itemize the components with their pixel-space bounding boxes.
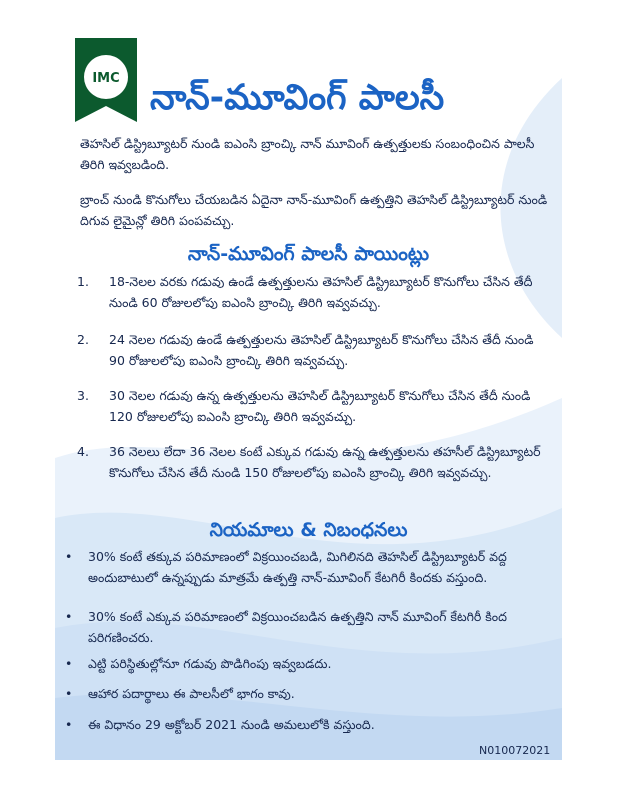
bullet-icon: •	[65, 656, 73, 671]
bullet-icon: •	[65, 717, 73, 732]
point-text: 24 నెలల గడువు ఉండే ఉత్పత్తులను తెహసిల్ డిస్ట్రిబ్యూటర్ కొనుగోలు చేసిన తేదీ నుండి 90 రోజులలోపు ఐఎంసి బ్రాంచ్కి తిరిగి ఇవ్వవచ్చు.	[109, 332, 534, 368]
point-number: 2.	[77, 332, 89, 347]
term-text: ఆహార పదార్థాలు ఈ పాలసీలో భాగం కావు.	[88, 686, 295, 701]
point-text: 18-నెలల వరకు గడువు ఉండే ఉత్పత్తులను తెహసిల్ డిస్ట్రిబ్యూటర్ కొనుగోలు చేసిన తేదీ నుండి 60 రోజులలోపు ఐఎంసి బ్రాంచ్కి తిరిగి ఇవ్వవచ్చు.	[109, 274, 533, 310]
term-text: 30% కంటే తక్కువ పరిమాణంలో విక్రయించబడి, మిగిలినది తెహసిల్ డిస్ట్రిబ్యూటర్ వద్ద అందుబాటులో ఉన్నప్పుడు మాత్రమే ఉత్పత్తి నాన్-మూవింగ్ కేటగిరీ కిందకు వస్తుంది.	[88, 549, 507, 585]
logo-text: IMC	[92, 71, 120, 86]
intro-paragraph-2: బ్రాంచ్ నుండి కొనుగోలు చేయబడిన ఏదైనా నాన్-మూవింగ్ ఉత్పత్తిని తెహసిల్ డిస్ట్రిబ్యూటర్ నుండి దిగువ లైమైన్లో తిరిగి పంపవచ్చు.	[80, 192, 548, 228]
term-text: 30% కంటే ఎక్కువ పరిమాణంలో విక్రయించబడిన ఉత్పత్తిని నాన్ మూవింగ్ కేటగిరీ కింద పరిగణించరు.	[88, 609, 507, 645]
term-text: ఈ విధానం 29 అక్టోబర్ 2021 నుండి అమలులోకి వస్తుంది.	[88, 717, 375, 732]
points-heading: నాన్-మూవింగ్ పాలసీ పాయింట్లు	[187, 243, 430, 265]
point-number: 4.	[77, 444, 89, 459]
term-text: ఎట్టి పరిస్థితుల్లోనూ గడువు పొడిగింపు ఇవ్వబడదు.	[88, 656, 332, 671]
document-code: N010072021	[479, 744, 551, 757]
intro-paragraph-1: తెహసిల్ డిస్ట్రిబ్యూటర్ నుండి ఐఎంసి బ్రాంచ్కి నాన్ మూవింగ్ ఉత్పత్తులకు సంబంధించిన పాలసీ తిరిగి ఇవ్వబడింది.	[80, 136, 535, 172]
policy-page	[55, 38, 562, 760]
imc-logo	[75, 38, 137, 122]
point-text: 30 నెలల గడువు ఉన్న ఉత్పత్తులను తెహసిల్ డిస్ట్రిబ్యూటర్ కొనుగోలు చేసిన తేదీ నుండి 120 రోజులలోపు ఐఎంసి బ్రాంచ్కి తిరిగి ఇవ్వవచ్చు.	[109, 388, 531, 424]
point-number: 1.	[77, 274, 89, 289]
page-title: నాన్-మూవింగ్ పాలసీ	[150, 78, 445, 118]
bullet-icon: •	[65, 609, 73, 624]
point-text: 36 నెలలు లేదా 36 నెలల కంటే ఎక్కువ గడువు ఉన్న ఉత్పత్తులను తహసీల్ డిస్ట్రిబ్యూటర్ కొనుగోలు చేసిన తేదీ నుండి 150 రోజులలోపు ఐఎంసి బ్రాంచ్కి తిరిగి ఇవ్వవచ్చు.	[109, 444, 541, 480]
bullet-icon: •	[65, 549, 73, 564]
terms-heading: నియమాలు & నిబంధనలు	[209, 519, 408, 541]
bullet-icon: •	[65, 686, 73, 701]
point-number: 3.	[77, 388, 89, 403]
